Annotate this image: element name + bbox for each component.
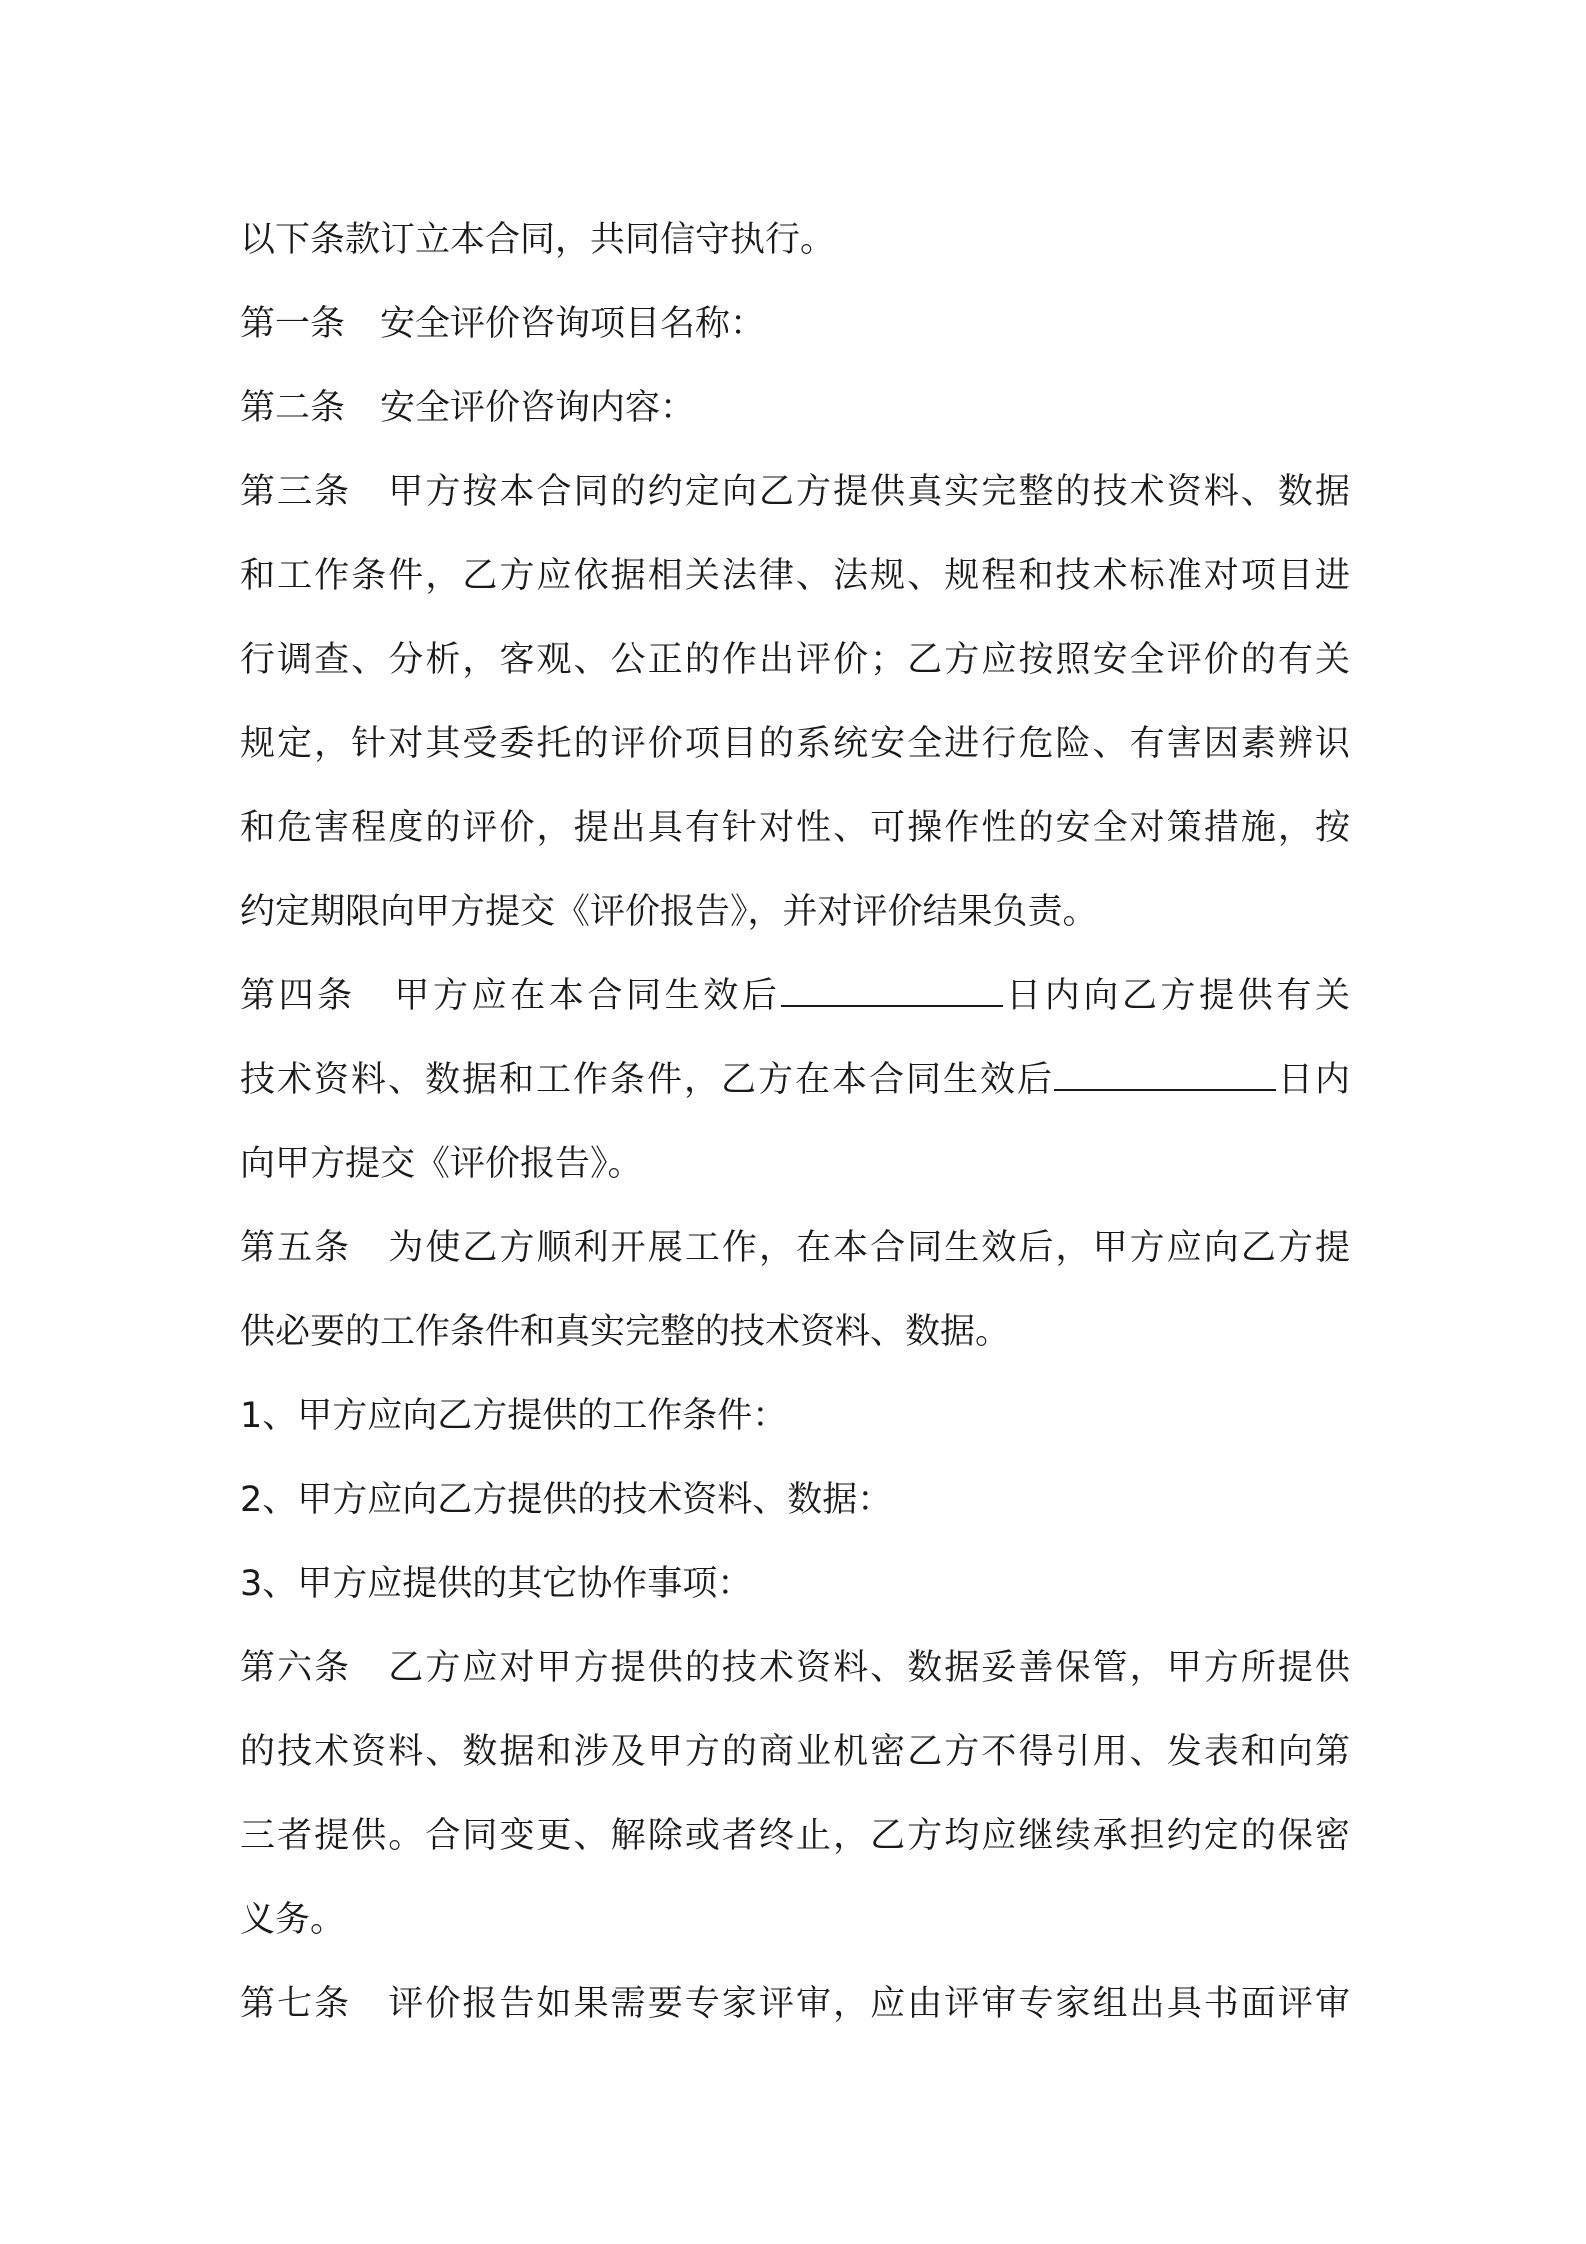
article-6-line: 第六条 乙方应对甲方提供的技术资料、数据妥善保管，甲方所提供 — [240, 1648, 1350, 1688]
article-4-text: 日内 — [1275, 1060, 1350, 1100]
text-line: 以下条款订立本合同，共同信守执行。 — [240, 220, 836, 260]
article-4-line — [240, 954, 1350, 1038]
article-6-line: 义务。 — [240, 1900, 346, 1940]
list-item: 2、甲方应向乙方提供的技术资料、数据： — [240, 1480, 893, 1520]
fill-in-blank — [1054, 1059, 1276, 1091]
article-3-line: 约定期限向甲方提交《评价报告》，并对评价结果负责。 — [240, 892, 1098, 932]
article-5-line: 供必要的工作条件和真实完整的技术资料、数据。 — [240, 1312, 1011, 1352]
article-6-line: 的技术资料、数据和涉及甲方的商业机密乙方不得引用、发表和向第 — [240, 1732, 1350, 1772]
article-3-line: 和危害程度的评价，提出具有针对性、可操作性的安全对策措施，按 — [240, 808, 1350, 848]
article-3-line: 规定，针对其受委托的评价项目的系统安全进行危险、有害因素辨识 — [240, 724, 1350, 764]
article-4-text: 技术资料、数据和工作条件，乙方在本合同生效后 — [240, 1060, 1054, 1100]
article-4-text: 日内向乙方提供有关 — [1002, 976, 1350, 1016]
article-6-line: 三者提供。合同变更、解除或者终止，乙方均应继续承担约定的保密 — [240, 1816, 1350, 1856]
article-2-heading: 第二条 安全评价咨询内容： — [240, 388, 696, 428]
article-3-line: 和工作条件，乙方应依据相关法律、法规、规程和技术标准对项目进 — [240, 556, 1350, 596]
article-7-line: 第七条 评价报告如果需要专家评审，应由评审专家组出具书面评审 — [240, 1984, 1350, 2024]
article-3-line: 行调查、分析，客观、公正的作出评价；乙方应按照安全评价的有关 — [240, 640, 1350, 680]
contract-body — [240, 198, 1350, 2046]
article-4-line: 向甲方提交《评价报告》。 — [240, 1144, 643, 1184]
article-5-line: 第五条 为使乙方顺利开展工作，在本合同生效后，甲方应向乙方提 — [240, 1228, 1350, 1268]
list-item: 3、甲方应提供的其它协作事项： — [240, 1564, 753, 1604]
article-4-text: 第四条 甲方应在本合同生效后 — [240, 976, 781, 1016]
article-3-line: 第三条 甲方按本合同的约定向乙方提供真实完整的技术资料、数据 — [240, 472, 1350, 512]
article-4-line — [240, 1038, 1350, 1122]
fill-in-blank — [781, 975, 1003, 1007]
list-item: 1、甲方应向乙方提供的工作条件： — [240, 1396, 788, 1436]
article-1-heading: 第一条 安全评价咨询项目名称： — [240, 304, 766, 344]
